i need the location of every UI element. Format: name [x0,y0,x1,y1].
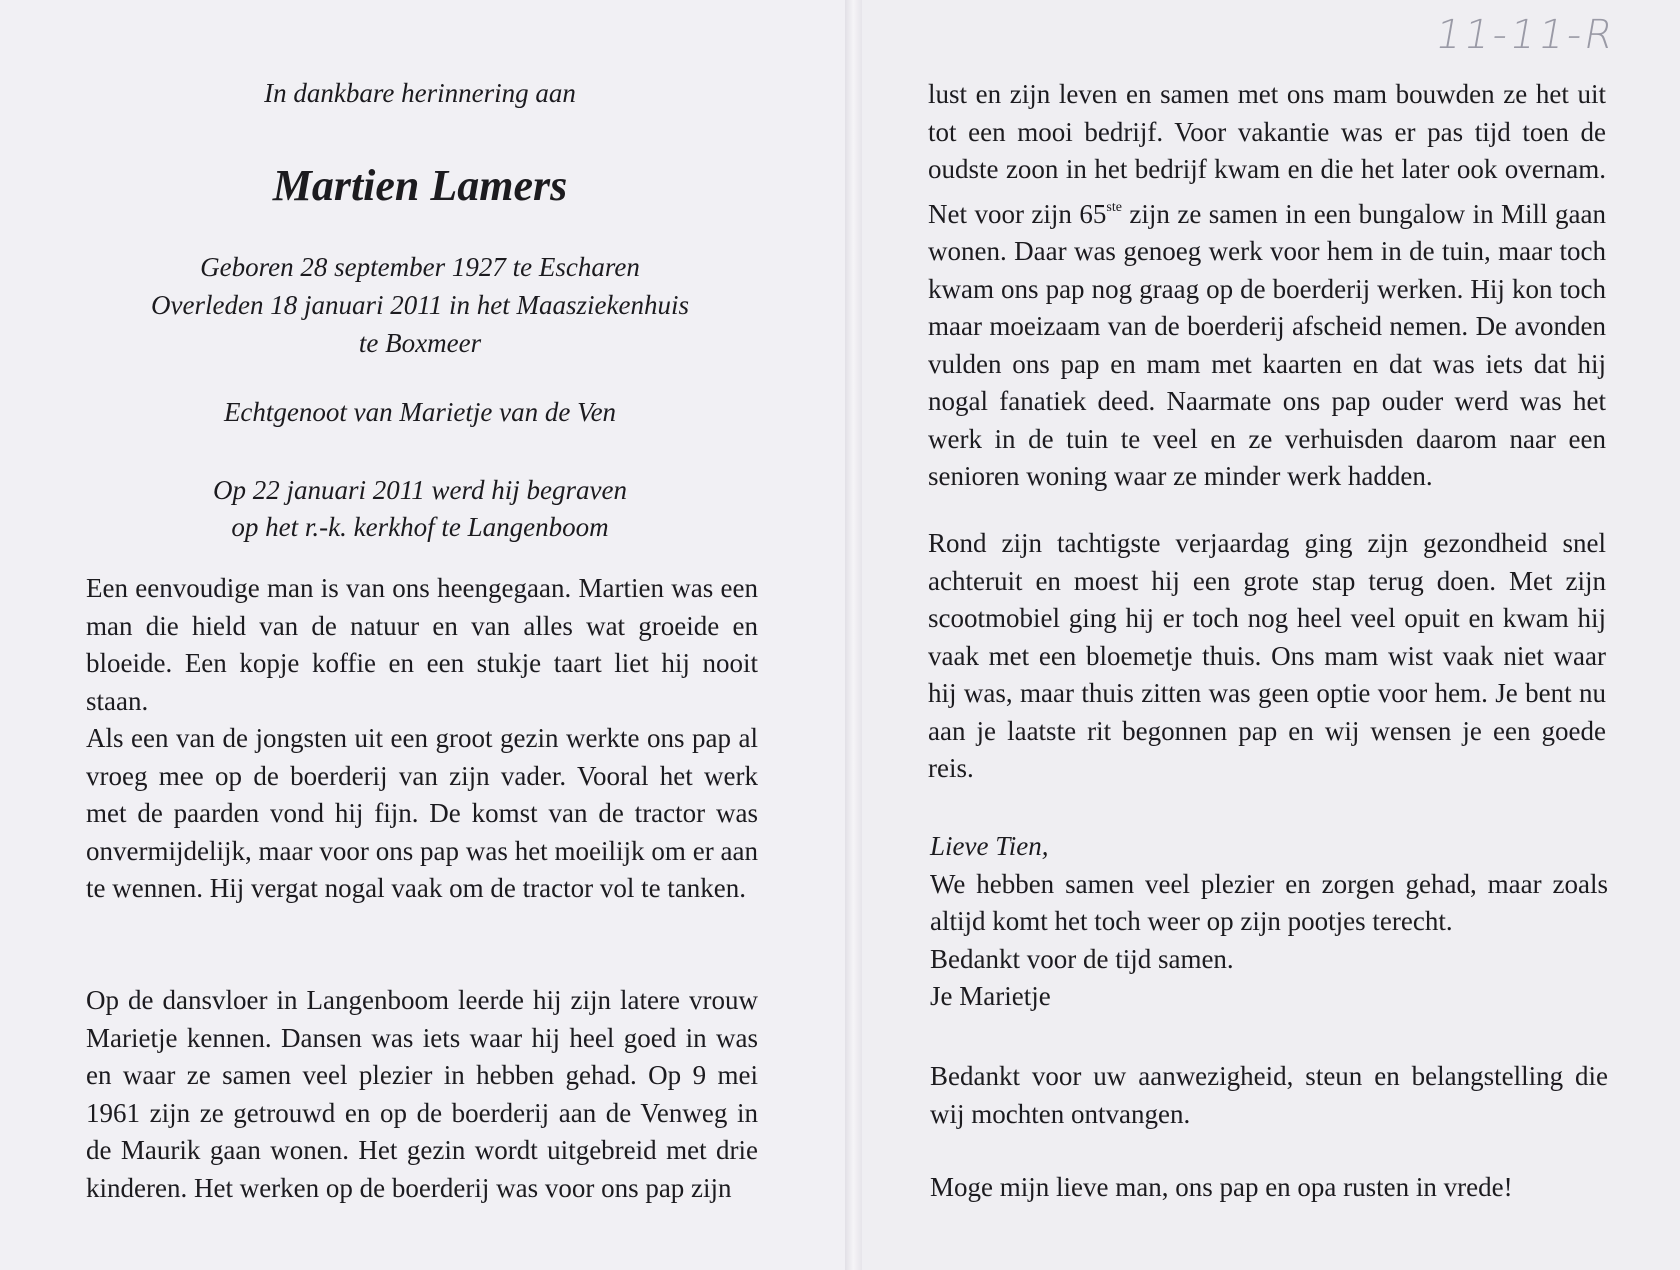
letter-line-2: Bedankt voor de tijd samen. [930,943,1234,974]
thanks-paragraph: Bedankt voor uw aanwezigheid, steun en belangstelling die wij mochten ontvangen. [930,1061,1608,1129]
left-paragraph-2: Als een van de jongsten uit een groot gezin werkte ons pap al vroeg mee op de boerderij van zijn vader. Vooral het werk met de paarden vond hij fijn. De komst van de tractor was onvermijdelijk, maar voor ons pap was het moeilijk om er aan te wennen. Hij vergat nogal vaak om de tractor vol te tanken. [86,723,758,903]
right-paragraph-1-part-2: zijn ze samen in een bungalow in Mill gaan wonen. Daar was genoeg werk voor hem in de tuin, maar toch kwam ons pap nog graag op de boerderij werken. Hij kon toch maar moeizaam van de boerderij afscheid nemen. De avonden vulden ons pap en mam met kaarten en dat was iets dat hij nogal fanatiek deed. Naarmate ons pap ouder werd was het werk in de tuin te veel en ze verhuisden daarom naar een senioren woning waar ze minder werk hadden. [928,198,1606,491]
birth-death-block [80,248,760,362]
right-paragraph-1 [928,76,1606,496]
intro-text: In dankbare herinnering aan [264,78,576,108]
left-paragraph-3: Op de dansvloer in Langenboom leerde hij zijn latere vrouw Marietje kennen. Dansen was iets waar hij heel goed in was en waar ze samen veel plezier in hebben gehad. Op 9 mei 1961 zijn ze getrouwd en op de boerderij aan de Venweg in de Maurik gaan wonen. Het gezin wordt uitgebreid met drie kinderen. Het werken op de boerderij was voor ons pap zijn [86,985,758,1203]
death-line: Overleden 18 januari 2011 in het Maasziekenhuis [151,290,689,320]
birth-line: Geboren 28 september 1927 te Escharen [200,252,640,282]
handwritten-note: 11-11-R [1431,12,1620,58]
burial-line-1: Op 22 januari 2011 werd hij begraven [213,475,627,505]
left-paragraph-1: Een eenvoudige man is van ons heengegaan. Martien was een man die hield van de natuur en van alles wat groeide en bloeide. Een kopje koffie en een stukje taart liet hij nooit staan. [86,573,758,716]
letter-signature: Je Marietje [930,981,1051,1011]
letter-line-1: We hebben samen veel plezier en zorgen gehad, maar zoals altijd komt het toch weer op zijn pootjes terecht. [930,868,1608,936]
burial-block [80,472,760,546]
right-paragraph-2: Rond zijn tachtigste verjaardag ging zijn gezondheid snel achteruit en moest hij een grote stap terug doen. Met zijn scootmobiel ging hij er toch nog heel veel opuit en kwam hij vaak met een bloemetje thuis. Ons mam wist vaak niet waar hij was, maar thuis zitten was geen optie voor hem. Je bent nu aan je laatste rit begonnen pap en wij wensen je een goede reis. [928,528,1606,783]
letter-block [930,828,1608,1016]
ordinal-suffix: ste [1106,199,1122,215]
burial-line-2: op het r.-k. kerkhof te Langenboom [231,512,609,542]
page-fold [845,0,862,1270]
letter-salutation: Lieve Tien, [930,831,1049,861]
right-paragraph-1-part-1: lust en zijn leven en samen met ons mam bouwden ze het uit tot een mooi bedrijf. Voor vakantie was er pas tijd toen de oudste zoon in het bedrijf kwam en die het later ook overnam. Net voor zijn 65 [928,79,1606,229]
right-page [862,0,1680,1270]
spouse-line: Echtgenoot van Marietje van de Ven [223,397,617,427]
death-place-line: te Boxmeer [358,328,482,358]
deceased-name: Martien Lamers [272,161,568,210]
final-blessing: Moge mijn lieve man, ons pap en opa rusten in vrede! [930,1172,1513,1202]
